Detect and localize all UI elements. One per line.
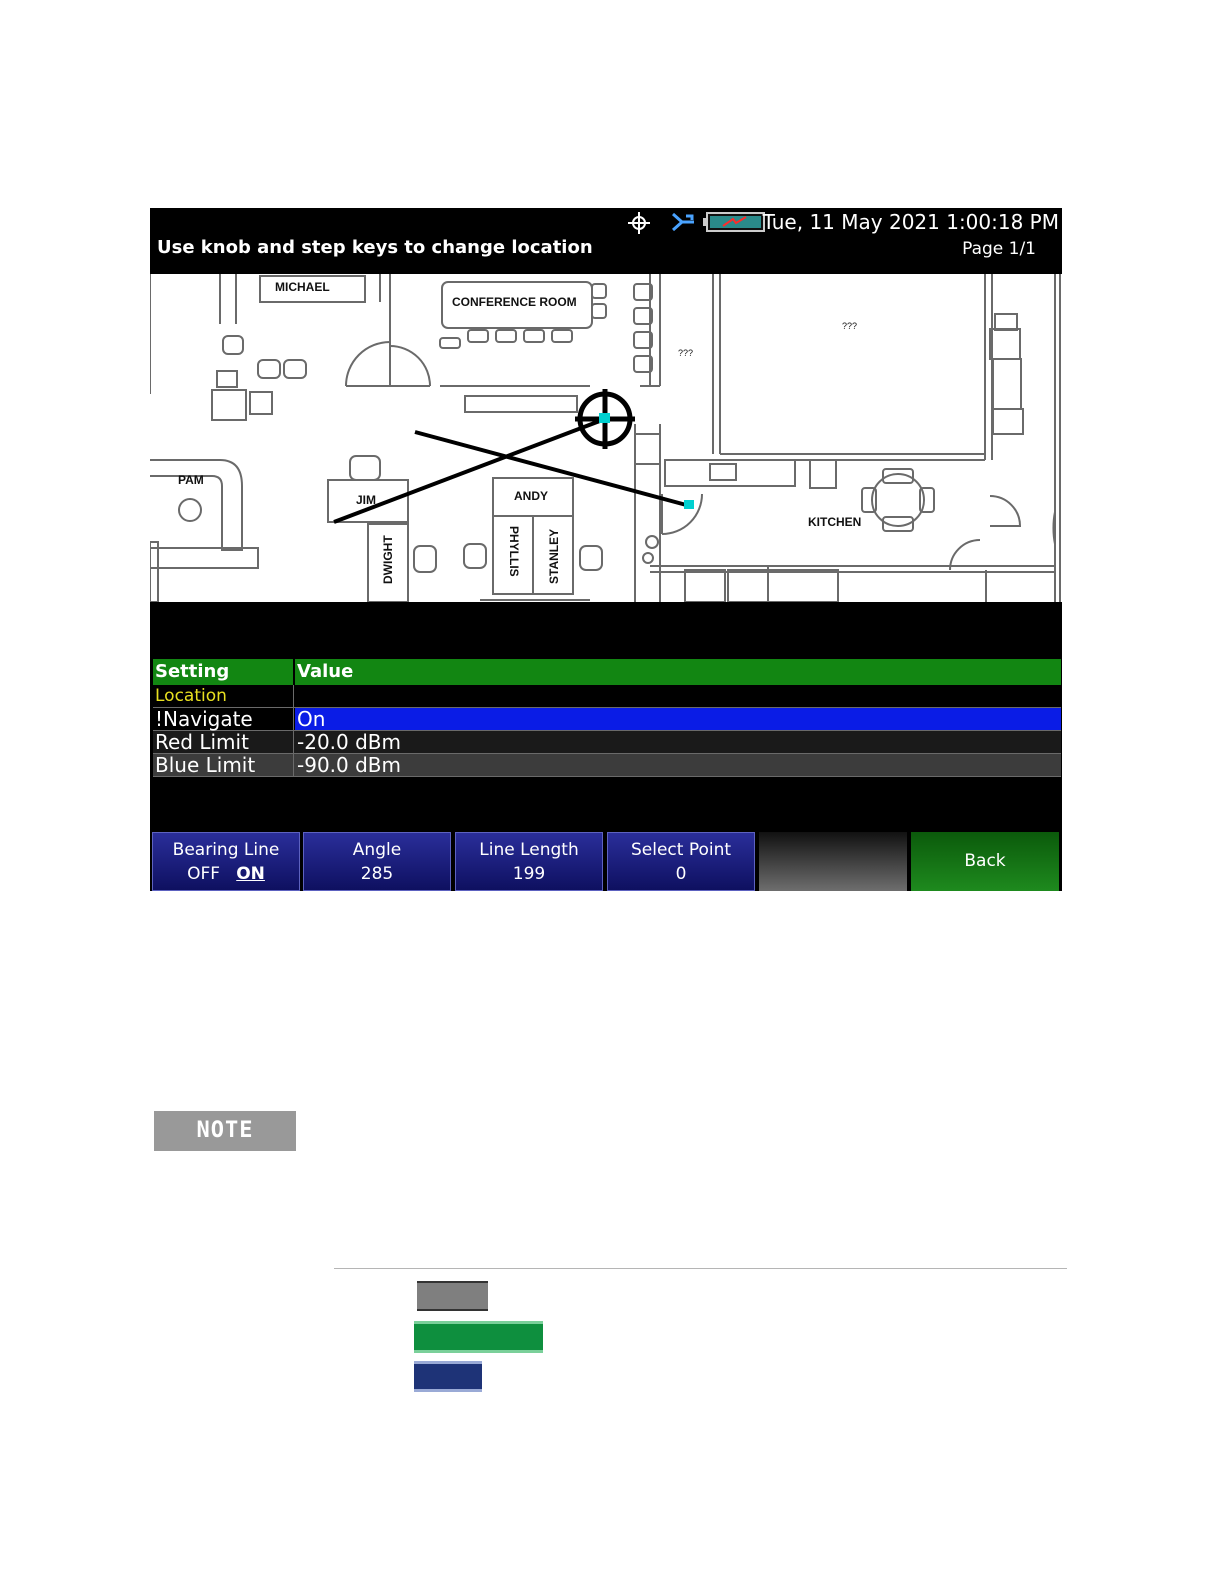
setting-value: -90.0 dBm [297,753,402,777]
setting-name: !Navigate [155,707,253,731]
map-label-andy: ANDY [514,489,549,503]
bearing-line-toggle [153,864,299,884]
settings-row-red-limit[interactable] [153,731,1061,754]
setting-name: Red Limit [155,730,249,754]
softkey-bar [152,832,1060,891]
toggle-off-label: OFF [187,864,221,884]
datetime-display: Tue, 11 May 2021 1:00:18 PM [762,210,1059,234]
settings-table [153,659,1061,777]
instruction-text: Use knob and step keys to change location [157,237,593,258]
setting-name: Blue Limit [155,753,256,777]
settings-row-navigate[interactable] [153,708,1061,731]
softkey-value: 0 [675,864,687,884]
gps-icon [628,212,650,234]
line-length-softkey[interactable] [455,832,603,891]
setting-column-header: Setting [155,661,230,682]
map-label-pam: PAM [178,473,204,487]
green-key-swatch [414,1321,543,1353]
map-label-phyllis: PHYLLIS [507,526,521,577]
settings-row-location[interactable] [153,685,1061,708]
map-label-jim: JIM [356,493,377,507]
setting-value: -20.0 dBm [297,730,402,754]
softkey-label: Angle [352,840,402,860]
bearing-line-2 [415,432,690,506]
map-label-michael: MICHAEL [275,280,330,294]
status-header [150,208,1062,274]
map-label-conference: CONFERENCE ROOM [452,295,577,309]
bearing-point-2[interactable] [684,500,694,509]
blank-softkey[interactable] [759,832,907,891]
softkey-value: 285 [360,864,394,884]
back-softkey[interactable] [911,832,1059,891]
map-label-dwight: DWIGHT [381,535,395,584]
page-indicator: Page 1/1 [962,239,1036,259]
usb-icon [670,210,696,234]
softkey-value: 199 [512,864,546,884]
blue-key-swatch [414,1361,482,1392]
location-cursor-icon[interactable] [575,389,635,449]
setting-name: Location [155,686,227,706]
settings-row-blue-limit[interactable] [153,754,1061,777]
note-badge: NOTE [154,1111,296,1151]
instrument-screen [150,208,1062,891]
map-label-unknown-1: ??? [678,348,694,358]
bearing-line-softkey[interactable] [152,832,300,891]
map-label-unknown-2: ??? [842,321,858,331]
softkey-label: Bearing Line [172,840,280,860]
value-column-header: Value [297,661,354,682]
map-label-kitchen: KITCHEN [808,515,862,529]
angle-softkey[interactable] [303,832,451,891]
select-point-softkey[interactable] [607,832,755,891]
softkey-label: Back [964,851,1006,871]
battery-icon [703,212,765,232]
map-label-stanley: STANLEY [547,528,561,584]
softkey-label: Select Point [630,840,732,860]
floor-plan-map[interactable] [150,274,1062,602]
gray-key-swatch [417,1281,488,1311]
toggle-on-label: ON [236,864,265,884]
softkey-label: Line Length [479,840,579,860]
settings-header-row [153,659,1061,685]
table-divider [334,1268,1067,1269]
setting-value: On [297,707,326,731]
